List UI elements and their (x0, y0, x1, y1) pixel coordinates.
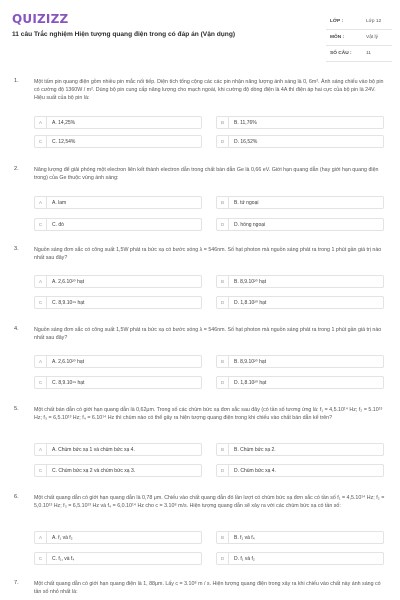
meta-row-class (326, 14, 392, 30)
question-text: Một tấm pin quang điện gồm nhiều pin mắc nối tiếp. Diện tích tổng cộng các các pin nhận năng lượng ánh sáng là 0, 6m². Ánh sáng chiếu vào bộ pin có cường độ 1360W / m². Dùng bộ pin cung cấp năng lượng cho mạch ngoài, khi cường độ dòng điện là 4A thì điện áp hai cực của bộ pin là 24V. Hiệu suất của bộ pin là: (34, 79, 384, 101)
option-text: C. 12,54% (52, 139, 76, 145)
option-d[interactable] (216, 552, 384, 565)
option-text: D. 1,8.10²⁰ hạt (234, 300, 267, 306)
option-text: C. đỏ (52, 222, 64, 228)
option-text: A. f₁ và f₂ (52, 535, 73, 541)
option-text: D. Chùm bức xạ 4. (234, 468, 276, 474)
option-letter: A (35, 197, 47, 208)
option-d[interactable] (216, 464, 384, 477)
option-text: D. 16,52% (234, 139, 258, 145)
option-letter: A (35, 532, 47, 543)
option-text: A. 2,6.10²⁰ hạt (52, 359, 85, 365)
option-text: C. Chùm bức xạ 2 và chùm bức xạ 3. (52, 468, 136, 474)
option-a[interactable] (34, 275, 202, 288)
option-d[interactable] (216, 135, 384, 148)
question-number: 4. (14, 326, 19, 332)
meta-value: Lớp 12 (366, 19, 382, 24)
option-a[interactable] (34, 531, 202, 544)
option-d[interactable] (216, 296, 384, 309)
option-b[interactable] (216, 531, 384, 544)
page-title: 11 câu Trắc nghiệm Hiện tượng quang điện trong có đáp án (Vận dụng) (12, 31, 236, 38)
question-number: 2. (14, 166, 19, 172)
option-letter: B (217, 444, 229, 455)
option-letter: D (217, 377, 229, 388)
option-text: D. 1,8.10²⁰ hạt (234, 380, 267, 386)
option-text: C. 8,9.10¹⁹ hạt (52, 380, 85, 386)
option-text: B. 11,76% (234, 120, 257, 126)
option-text: A. Chùm bức xạ 1 và chùm bức xạ 4. (52, 447, 135, 453)
option-text: A. lam (52, 200, 67, 206)
option-b[interactable] (216, 355, 384, 368)
meta-panel (326, 14, 392, 62)
option-text: A. 2,6.10²⁰ hạt (52, 279, 85, 285)
option-letter: D (217, 136, 229, 147)
option-letter: B (217, 356, 229, 367)
option-text: D. hồng ngoại (234, 222, 266, 228)
option-c[interactable] (34, 464, 202, 477)
option-letter: B (217, 276, 229, 287)
meta-value: 11 (366, 51, 371, 56)
option-letter: D (217, 297, 229, 308)
question-text: Một chất quang dẫn có giới hạn quang điện là 1, 88μm. Lấy c = 3.10⁸ m / s. Hiện tượng quang điện trong xảy ra khi chiếu vào chất này ánh sáng có tần số nhỏ nhất là: (34, 581, 381, 595)
option-letter: D (217, 219, 229, 230)
page-header (0, 0, 400, 66)
option-letter: C (35, 465, 47, 476)
option-text: D. f₁ và f₂ (234, 556, 255, 562)
meta-row-subject (326, 30, 392, 46)
option-text: B. 8,9.10²⁰ hạt (234, 359, 267, 365)
question-number: 7. (14, 580, 19, 586)
option-text: A. 14,25% (52, 120, 76, 126)
option-b[interactable] (216, 443, 384, 456)
meta-key: MÔN : (330, 35, 345, 40)
option-a[interactable] (34, 116, 202, 129)
option-letter: D (217, 553, 229, 564)
option-letter: A (35, 117, 47, 128)
option-a[interactable] (34, 196, 202, 209)
question-text: Nguồn sáng đơn sắc có công suất 1,5W phát ra bức xạ có bước sóng λ = 546nm. Số hạt photon mà nguồn sáng phát ra trong 1 phút gần giá trị nào nhất sau đây? (34, 247, 382, 261)
option-letter: A (35, 444, 47, 455)
option-text: B. tử ngoại (234, 200, 259, 206)
option-letter: C (35, 377, 47, 388)
quizizz-logo: QUIZIZZ (12, 12, 69, 26)
option-c[interactable] (34, 552, 202, 565)
option-letter: C (35, 136, 47, 147)
option-c[interactable] (34, 296, 202, 309)
question-text: Một chất quang dẫn có giới hạn quang dẫn là 0,78 μm. Chiếu vào chất quang dẫn đó lần lượt có chùm bức xạ đơn sắc có tần số f₁ = 4,5.10¹⁴ Hz; f₂ = 5,0.10¹³ Hz; f₃ = 6,5.10¹³ Hz và f₄ = 6,0.10¹⁴ Hz cho c = 3.10⁸ m/s. Hiện tượng quang dẫn sẽ xảy ra với các chùm bức xạ có tần số: (34, 495, 385, 509)
question-text: Một chất bán dẫn có giới hạn quang dẫn là 0,62μm. Trong số các chùm bức xạ đơn sắc sau đây (có tần số tương ứng là: f₁ = 4,5.10¹⁴ Hz; f₂ = 5.10¹³ Hz; f₃ = 6,5.10¹³ Hz; f₄ = 6.10¹⁴ Hz thì chùm nào có thể gây ra hiện tượng quang điện trong khi chiếu vào chất bán dẫn kể trên? (34, 407, 383, 421)
question-number: 5. (14, 406, 19, 412)
option-letter: A (35, 356, 47, 367)
question-number: 1. (14, 78, 19, 84)
option-c[interactable] (34, 135, 202, 148)
option-a[interactable] (34, 355, 202, 368)
option-text: B. 8,9.10²⁰ hạt (234, 279, 267, 285)
option-d[interactable] (216, 218, 384, 231)
option-a[interactable] (34, 443, 202, 456)
option-letter: B (217, 117, 229, 128)
meta-key: SỐ CÂU : (330, 51, 352, 56)
option-text: B. f₁ và f₄ (234, 535, 255, 541)
option-text: C. 8,9.10¹⁹ hạt (52, 300, 85, 306)
meta-row-count (326, 46, 392, 62)
option-letter: C (35, 553, 47, 564)
option-b[interactable] (216, 275, 384, 288)
question-text: Nguồn sáng đơn sắc có công suất 1,5W phát ra bức xạ có bước sóng λ = 546nm. Số hạt photon mà nguồn sáng phát ra trong 1 phút gần giá trị nào nhất sau đây? (34, 327, 382, 341)
question-number: 3. (14, 246, 19, 252)
option-b[interactable] (216, 196, 384, 209)
option-letter: C (35, 219, 47, 230)
question-number: 6. (14, 494, 19, 500)
question-text: Năng lượng để giải phóng một electron liên kết thành electron dẫn trong chất bán dẫn Ge là 0,66 eV. Giới hạn quang dẫn (hay giới hạn quang điện trong) của Ge thuộc vùng ánh sáng: (34, 167, 379, 181)
option-text: B. Chùm bức xạ 2. (234, 447, 276, 453)
option-letter: B (217, 197, 229, 208)
meta-value: Vật lý (366, 35, 378, 40)
option-b[interactable] (216, 116, 384, 129)
meta-key: LỚP : (330, 19, 344, 24)
option-c[interactable] (34, 218, 202, 231)
option-letter: B (217, 532, 229, 543)
option-text: C. f₁, và f₄ (52, 556, 75, 562)
option-letter: A (35, 276, 47, 287)
option-c[interactable] (34, 376, 202, 389)
option-letter: C (35, 297, 47, 308)
option-letter: D (217, 465, 229, 476)
option-d[interactable] (216, 376, 384, 389)
